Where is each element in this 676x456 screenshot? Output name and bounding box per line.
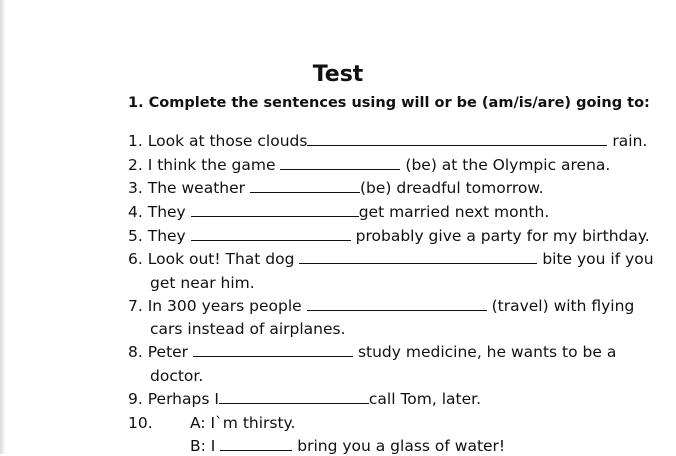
item-number: 5. bbox=[128, 227, 143, 245]
sentence-4 bbox=[128, 202, 549, 222]
answer-blank[interactable] bbox=[299, 250, 537, 264]
item-number: 6. bbox=[128, 250, 143, 268]
sentence-start: The weather bbox=[147, 179, 246, 197]
sentence-end: bite you if you bbox=[542, 250, 654, 268]
sentence-start: B: I bbox=[190, 437, 216, 455]
answer-blank[interactable] bbox=[307, 297, 487, 311]
sentence-end: call Tom, later. bbox=[368, 390, 482, 408]
answer-blank[interactable] bbox=[307, 132, 607, 146]
sentence-start: They bbox=[147, 227, 186, 245]
answer-blank[interactable] bbox=[220, 437, 292, 451]
sentence-end: probably give a party for my birthday. bbox=[355, 227, 650, 245]
sentence-end: (be) dreadful tomorrow. bbox=[359, 179, 544, 197]
dialogue-line-a: A: I`m thirsty. bbox=[190, 414, 296, 432]
sentence-5 bbox=[128, 226, 650, 246]
sentence-start: Look at those clouds bbox=[147, 132, 308, 150]
item-number: 7. bbox=[128, 297, 143, 315]
answer-blank[interactable] bbox=[191, 203, 359, 217]
exercise-instruction: 1. Complete the sentences using will or be (am/is/are) going to: bbox=[128, 95, 650, 111]
sentence-2 bbox=[128, 155, 610, 175]
dialogue-line-b bbox=[190, 436, 505, 456]
sentence-start: In 300 years people bbox=[147, 297, 302, 315]
sentence-start: Look out! That dog bbox=[147, 250, 295, 268]
sentence-7-continuation: cars instead of airplanes. bbox=[150, 320, 346, 338]
item-number: 3. bbox=[128, 179, 143, 197]
sentence-end: get married next month. bbox=[358, 203, 550, 221]
sentence-1 bbox=[128, 131, 647, 151]
sentence-6-continuation: get near him. bbox=[150, 274, 255, 292]
sentence-8-continuation: doctor. bbox=[150, 367, 204, 385]
item-number: 8. bbox=[128, 343, 143, 361]
answer-blank[interactable] bbox=[250, 179, 360, 193]
item-number: 1. bbox=[128, 132, 143, 150]
sentence-start: They bbox=[147, 203, 186, 221]
answer-blank[interactable] bbox=[219, 390, 369, 404]
sentence-end: (be) at the Olympic arena. bbox=[405, 156, 611, 174]
sentence-end: study medicine, he wants to be a bbox=[357, 343, 617, 361]
sentence-end: bring you a glass of water! bbox=[297, 437, 506, 455]
sentence-7 bbox=[128, 296, 634, 316]
answer-blank[interactable] bbox=[191, 227, 351, 241]
sentence-6 bbox=[128, 249, 654, 269]
sentence-8 bbox=[128, 342, 616, 362]
sentence-start: I think the game bbox=[147, 156, 276, 174]
page-title: Test bbox=[312, 62, 364, 87]
sentence-start: Perhaps I bbox=[147, 390, 219, 408]
item-number: 2. bbox=[128, 156, 143, 174]
sentence-end: (travel) with flying bbox=[491, 297, 635, 315]
sentence-3 bbox=[128, 178, 544, 198]
item-number: 4. bbox=[128, 203, 143, 221]
item-10-number: 10. bbox=[128, 414, 153, 432]
item-number: 9. bbox=[128, 390, 143, 408]
sentence-start: Peter bbox=[147, 343, 189, 361]
answer-blank[interactable] bbox=[193, 343, 353, 357]
sentence-9 bbox=[128, 389, 481, 409]
sentence-end: rain. bbox=[612, 132, 648, 150]
answer-blank[interactable] bbox=[280, 156, 400, 170]
